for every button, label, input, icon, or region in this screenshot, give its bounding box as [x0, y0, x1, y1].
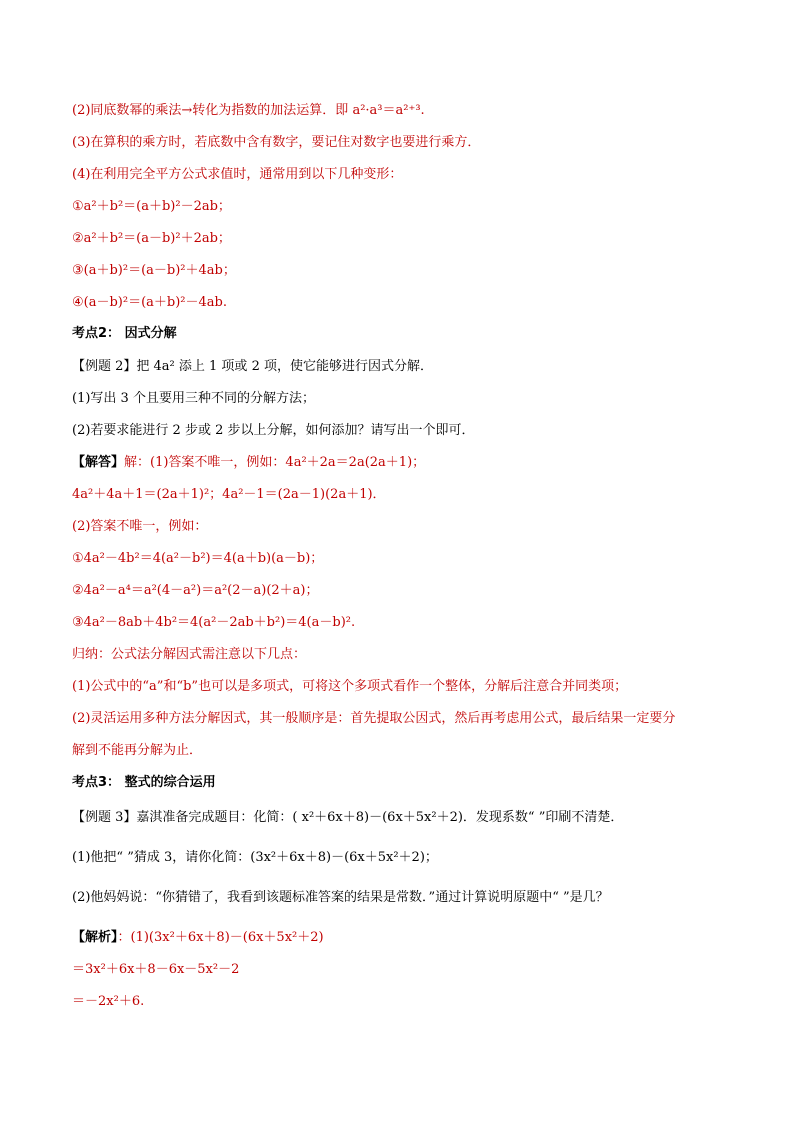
text-line: (4)在利用完全平方公式求值时，通常用到以下几种变形： [72, 167, 403, 182]
analysis-line: ＝－2x²＋6. [72, 994, 145, 1009]
example-question: 【例题 2】把 4a² 添上 1 项或 2 项，使它能够进行因式分解． [72, 359, 433, 374]
answer-line: (2)答案不唯一，例如： [72, 519, 208, 534]
answer-line: 【解答】解：(1)答案不唯一，例如：4a²＋2a＝2a(2a＋1)； [72, 455, 426, 470]
answer-line: ③4a²－8ab＋4b²＝4(a²－2ab＋b²)＝4(a－b)². [72, 615, 356, 630]
formula-line: ②a²＋b²＝(a－b)²＋2ab； [72, 231, 231, 246]
section-heading: 考点3： 整式的综合运用 [72, 775, 216, 790]
answer-tag: 【解答】 [72, 455, 125, 470]
summary-line: 解到不能再分解为止． [72, 743, 203, 758]
answer-line: ②4a²－a⁴＝a²(4－a²)＝a²(2－a)(2＋a)； [72, 583, 319, 598]
analysis-line: 【解析】：(1)(3x²＋6x＋8)－(6x＋5x²＋2) [72, 930, 324, 945]
formula-line: ④(a－b)²＝(a＋b)²－4ab. [72, 295, 227, 310]
question-part: (2)若要求能进行 2 步或 2 步以上分解，如何添加？请写出一个即可． [72, 423, 475, 438]
answer-line: 4a²＋4a＋1＝(2a＋1)²；4a²－1＝(2a－1)(2a＋1)． [72, 487, 386, 502]
summary-line: (1)公式中的“a”和“b”也可以是多项式，可将这个多项式看作一个整体，分解后注意合并同类项； [72, 679, 628, 694]
question-part: (2)他妈妈说：“你猜错了，我看到该题标准答案的结果是常数．”通过计算说明原题中“ ”是几？ [72, 890, 609, 905]
section-heading: 考点2： 因式分解 [72, 326, 177, 341]
question-part: (1)写出 3 个且要用三种不同的分解方法； [72, 391, 315, 406]
formula-line: ①a²＋b²＝(a＋b)²－2ab； [72, 199, 231, 214]
text-line: (3)在算积的乘方时，若底数中含有数字，要记住对数字也要进行乘方． [72, 135, 481, 150]
question-part: (1)他把“ ”猜成 3，请你化简：(3x²＋6x＋8)－(6x＋5x²＋2)； [72, 850, 438, 865]
formula-line: ③(a＋b)²＝(a－b)²＋4ab； [72, 263, 236, 278]
summary-line: (2)灵活运用多种方法分解因式，其一般顺序是：首先提取公因式，然后再考虑用公式，最后结果一定要分 [72, 711, 676, 726]
analysis-line: ＝3x²＋6x＋8－6x－5x²－2 [72, 962, 240, 977]
example-question: 【例题 3】嘉淇准备完成题目：化简：( x²＋6x＋8)－(6x＋5x²＋2)．发现系数“ ”印刷不清楚． [72, 810, 624, 825]
summary-line: 归纳：公式法分解因式需注意以下几点： [72, 647, 307, 662]
answer-line: ①4a²－4b²＝4(a²－b²)＝4(a＋b)(a－b)； [72, 551, 324, 566]
text-line: (2)同底数幂的乘法→转化为指数的加法运算．即 a²·a³＝a²⁺³. [72, 103, 425, 118]
analysis-tag: 【解析】 [72, 930, 118, 945]
